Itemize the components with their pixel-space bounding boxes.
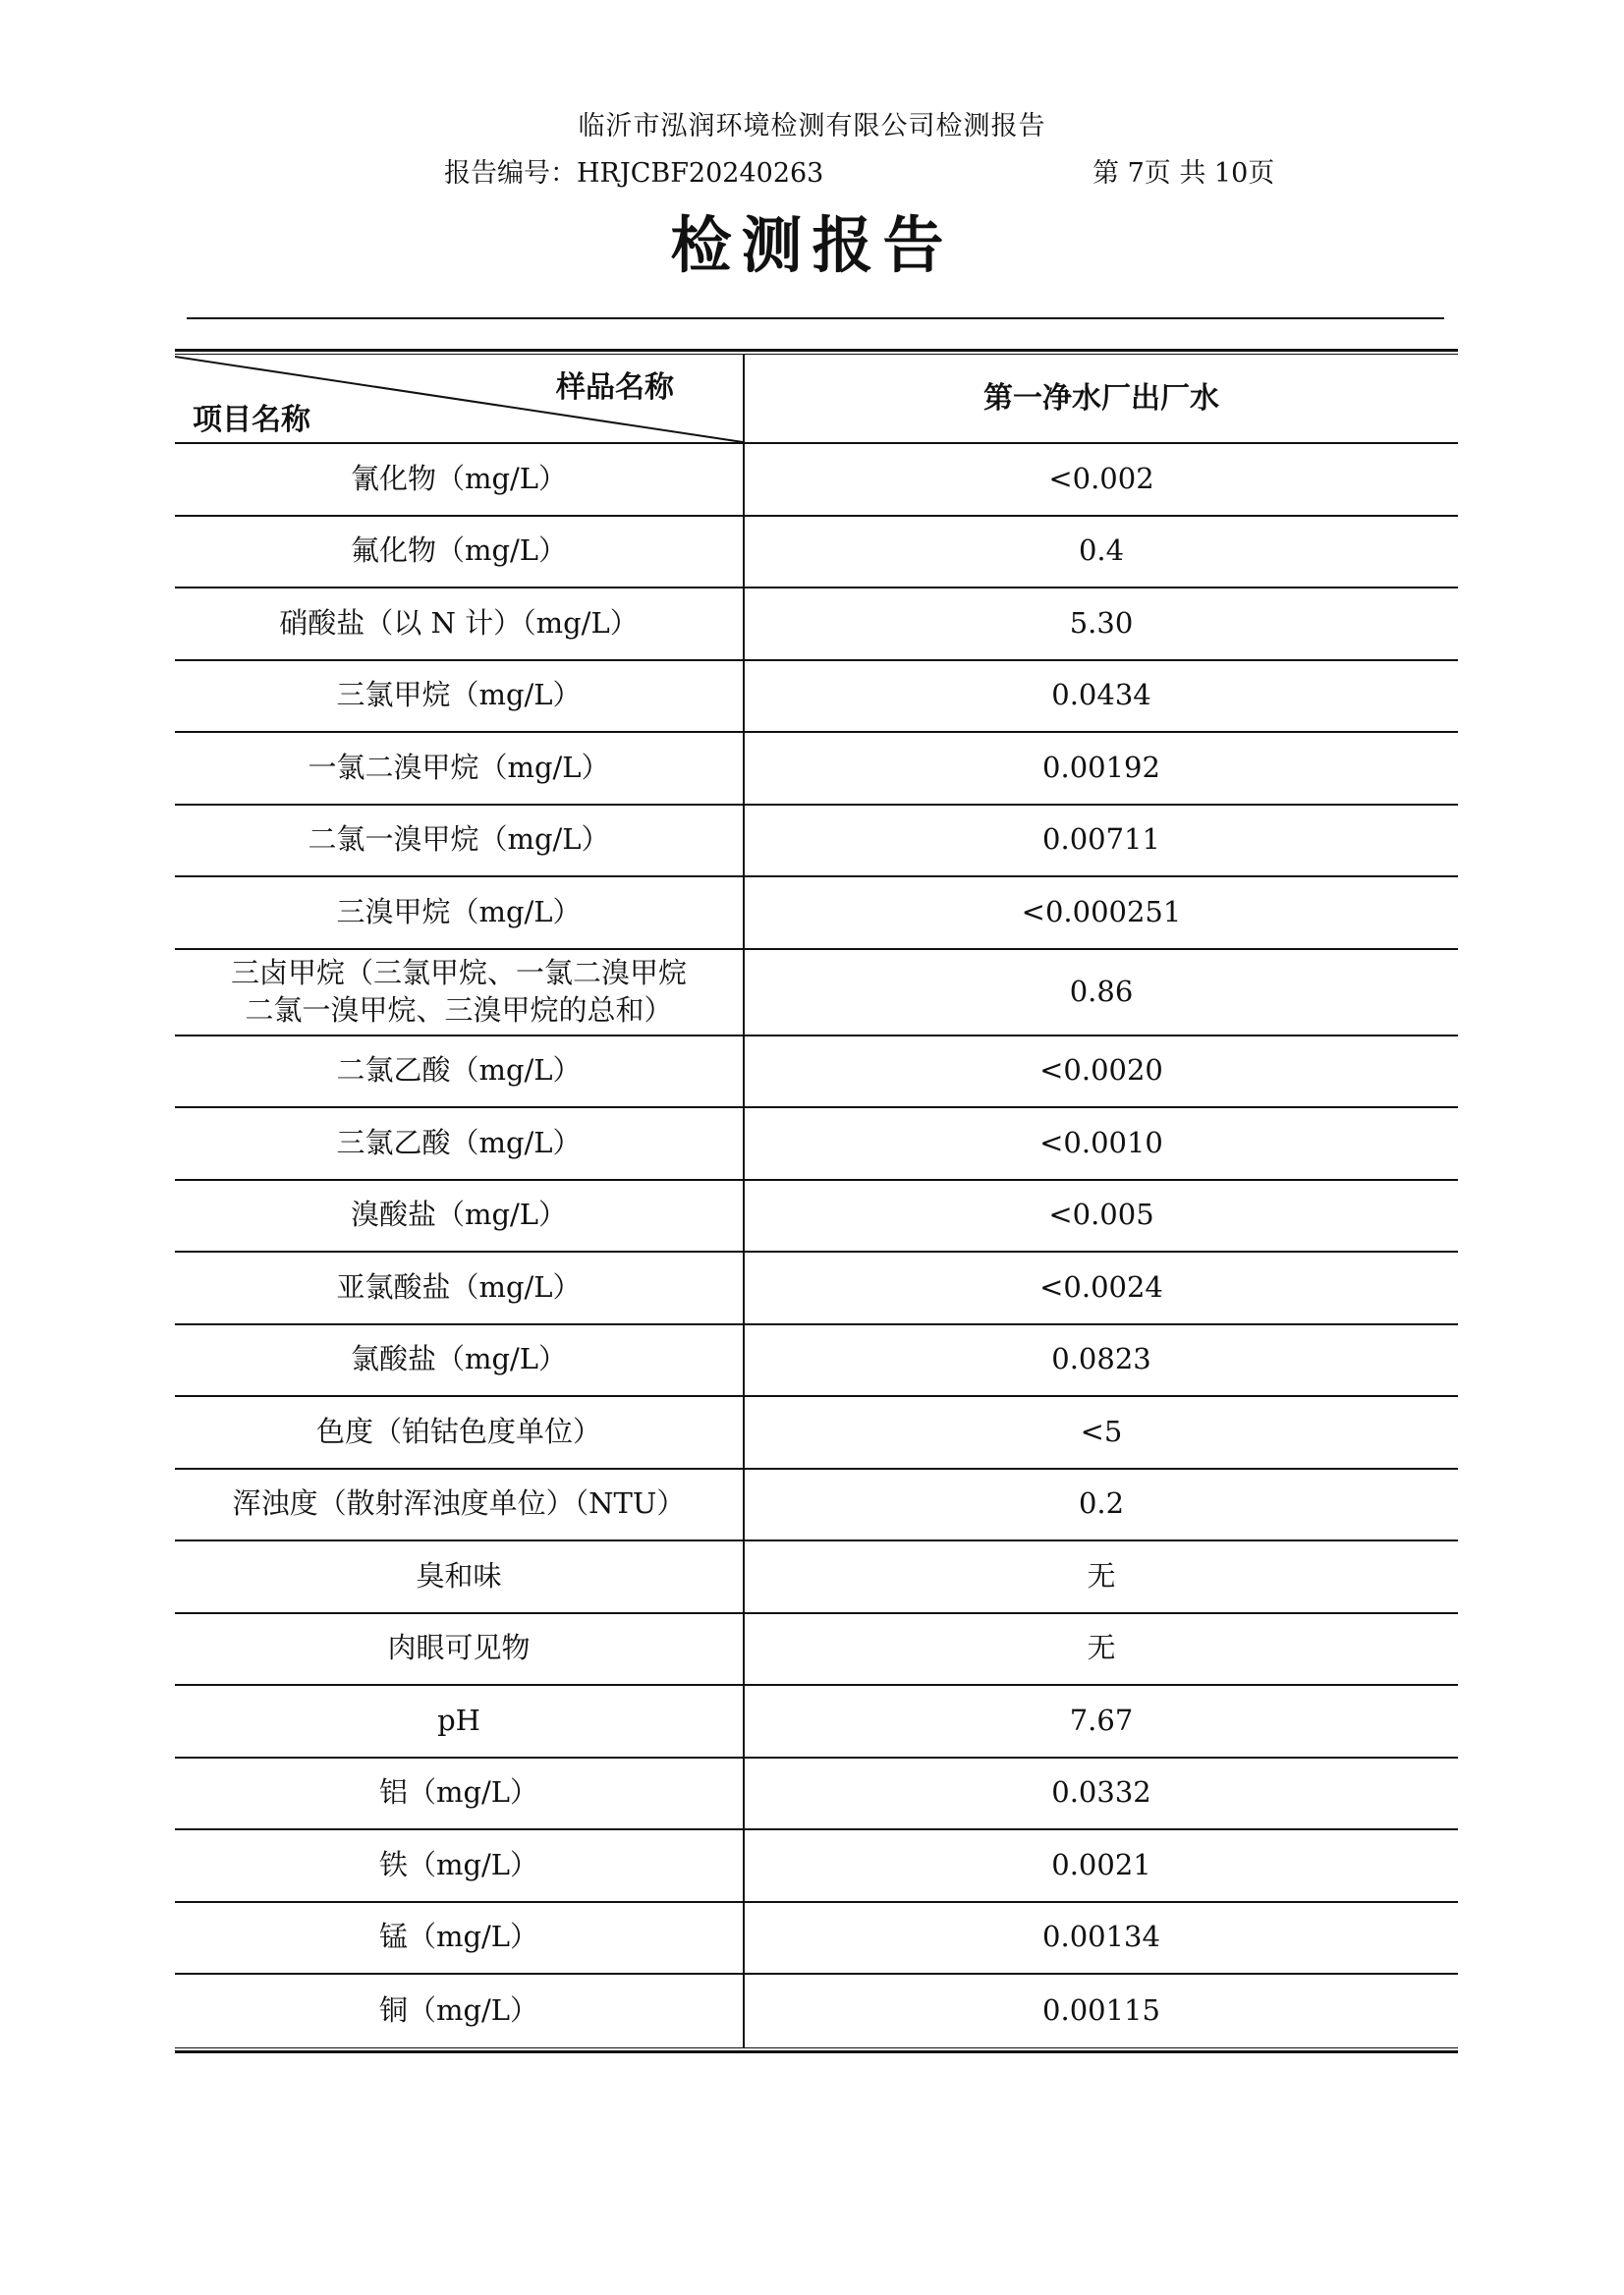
table-row	[175, 1470, 1458, 1542]
value-cell: 无	[1087, 1558, 1116, 1593]
item-cell: 三溴甲烷（mg/L）	[175, 877, 745, 948]
item-cell: 一氯二溴甲烷（mg/L）	[175, 733, 745, 804]
table-bottom-rule	[175, 2047, 1458, 2053]
value-cell: 0.0021	[1051, 1847, 1151, 1881]
item-cell	[175, 950, 745, 1035]
item-cell: 三氯甲烷（mg/L）	[175, 661, 745, 732]
value-cell: <0.005	[1048, 1198, 1154, 1232]
item-line-2: 二氯一溴甲烷、三溴甲烷的总和）	[245, 992, 673, 1027]
value-cell: <0.000251	[1021, 894, 1182, 928]
title-divider	[187, 317, 1444, 319]
corner-header-cell	[175, 355, 745, 444]
page-info: 第 7页 共 10页	[1092, 158, 1275, 189]
company-header: 临沂市泓润环境检测有限公司检测报告	[578, 111, 1046, 141]
table-row	[175, 1325, 1458, 1398]
sample-column-header: 第一净水厂出厂水	[983, 381, 1219, 416]
value-cell: 0.4	[1078, 533, 1125, 568]
value-cell: <0.0020	[1039, 1053, 1163, 1088]
results-table	[175, 349, 1458, 2053]
table-row	[175, 1759, 1458, 1831]
item-cell: pH	[175, 1686, 745, 1757]
table-row	[175, 733, 1458, 806]
item-cell: 铁（mg/L）	[175, 1830, 745, 1901]
value-cell: 0.0332	[1051, 1775, 1151, 1810]
table-row	[175, 877, 1458, 950]
value-cell: 5.30	[1069, 605, 1134, 640]
value-cell: 无	[1087, 1631, 1116, 1665]
value-cell: 0.2	[1078, 1486, 1125, 1521]
item-cell: 浑浊度（散射浑浊度单位）（NTU）	[175, 1470, 745, 1540]
table-row	[175, 661, 1458, 734]
table-row	[175, 1036, 1458, 1109]
table-row	[175, 444, 1458, 517]
item-cell: 氯酸盐（mg/L）	[175, 1325, 745, 1396]
item-cell: 铝（mg/L）	[175, 1759, 745, 1829]
table-row	[175, 1181, 1458, 1254]
value-cell: 0.0434	[1051, 678, 1151, 712]
value-cell: <0.0010	[1039, 1125, 1163, 1159]
report-number: 报告编号：HRJCBF20240263	[444, 158, 824, 189]
table-row	[175, 1614, 1458, 1687]
item-cell: 色度（铂钴色度单位）	[175, 1397, 745, 1468]
item-cell: 亚氯酸盐（mg/L）	[175, 1253, 745, 1323]
table-header-row	[175, 355, 1458, 444]
table-row	[175, 806, 1458, 878]
value-cell: 0.00134	[1042, 1920, 1160, 1954]
item-cell: 二氯一溴甲烷（mg/L）	[175, 806, 745, 876]
table-row	[175, 1903, 1458, 1976]
table-row	[175, 950, 1458, 1036]
item-cell: 铜（mg/L）	[175, 1975, 745, 2047]
value-cell: 7.67	[1069, 1703, 1134, 1737]
value-cell: 0.86	[1069, 974, 1134, 1008]
item-cell: 锰（mg/L）	[175, 1903, 745, 1974]
table-row	[175, 1253, 1458, 1325]
value-cell: 0.00711	[1042, 822, 1160, 857]
item-line-1: 三卤甲烷（三氯甲烷、一氯二溴甲烷	[230, 955, 687, 989]
item-cell: 氰化物（mg/L）	[175, 444, 745, 515]
item-cell: 臭和味	[175, 1541, 745, 1612]
item-cell: 硝酸盐（以 N 计）（mg/L）	[175, 588, 745, 659]
table-row	[175, 1686, 1458, 1759]
item-name-label: 项目名称	[193, 403, 310, 437]
table-row	[175, 1108, 1458, 1181]
sample-name-label: 样品名称	[556, 370, 674, 405]
value-cell: 0.00192	[1042, 750, 1160, 784]
table-row	[175, 1397, 1458, 1470]
table-row	[175, 517, 1458, 589]
item-cell: 三氯乙酸（mg/L）	[175, 1108, 745, 1179]
value-cell: <0.0024	[1039, 1269, 1163, 1304]
value-cell: <5	[1080, 1414, 1123, 1448]
table-row	[175, 1975, 1458, 2047]
item-cell: 溴酸盐（mg/L）	[175, 1181, 745, 1252]
item-cell: 二氯乙酸（mg/L）	[175, 1036, 745, 1107]
value-cell: 0.0823	[1051, 1342, 1151, 1376]
value-cell: 0.00115	[1042, 1992, 1160, 2027]
value-cell: <0.002	[1048, 461, 1154, 495]
table-row	[175, 1830, 1458, 1903]
item-cell: 氟化物（mg/L）	[175, 517, 745, 588]
page-title: 检测报告	[670, 209, 954, 281]
table-row	[175, 588, 1458, 661]
item-cell: 肉眼可见物	[175, 1614, 745, 1685]
table-row	[175, 1541, 1458, 1614]
